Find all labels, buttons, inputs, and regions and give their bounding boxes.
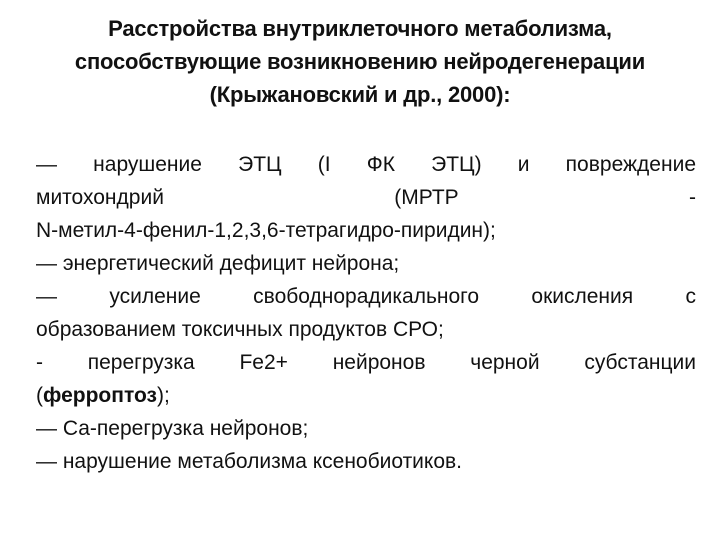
- item-4-open-paren: (: [36, 384, 43, 407]
- item-2-line-1: — энергетический дефицит нейрона;: [36, 252, 400, 275]
- item-1-line-1: — нарушение ЭТЦ (I ФК ЭТЦ) и повреждение: [36, 153, 696, 176]
- item-4-line-1: - перегрузка Fe2+ нейронов черной субстанции: [36, 351, 696, 374]
- item-3-line-1: — усиление свободнорадикального окисления с: [36, 285, 696, 308]
- item-4-ferroptosis-term: ферроптоз: [43, 384, 157, 407]
- item-4-line-2: [36, 379, 696, 412]
- item-1-line-3: N-метил-4-фенил-1,2,3,6-тетрагидро-пиридин);: [36, 219, 496, 242]
- title-line-3: (Крыжановский и др., 2000):: [209, 82, 511, 107]
- title-line-1: Расстройства внутриклеточного метаболизма,: [108, 16, 612, 41]
- item-4-close-paren: );: [156, 384, 170, 407]
- item-5-line-1: — Са-перегрузка нейронов;: [36, 417, 309, 440]
- item-1-line-2: митохондрий (МРТР -: [36, 186, 696, 209]
- item-6-line-1: — нарушение метаболизма ксенобиотиков.: [36, 450, 463, 473]
- item-3-line-2: образованием токсичных продуктов СРО;: [36, 318, 444, 341]
- disorders-list: [36, 148, 696, 478]
- slide-title: [20, 12, 700, 111]
- title-line-2: способствующие возникновению нейродегенерации: [74, 49, 646, 74]
